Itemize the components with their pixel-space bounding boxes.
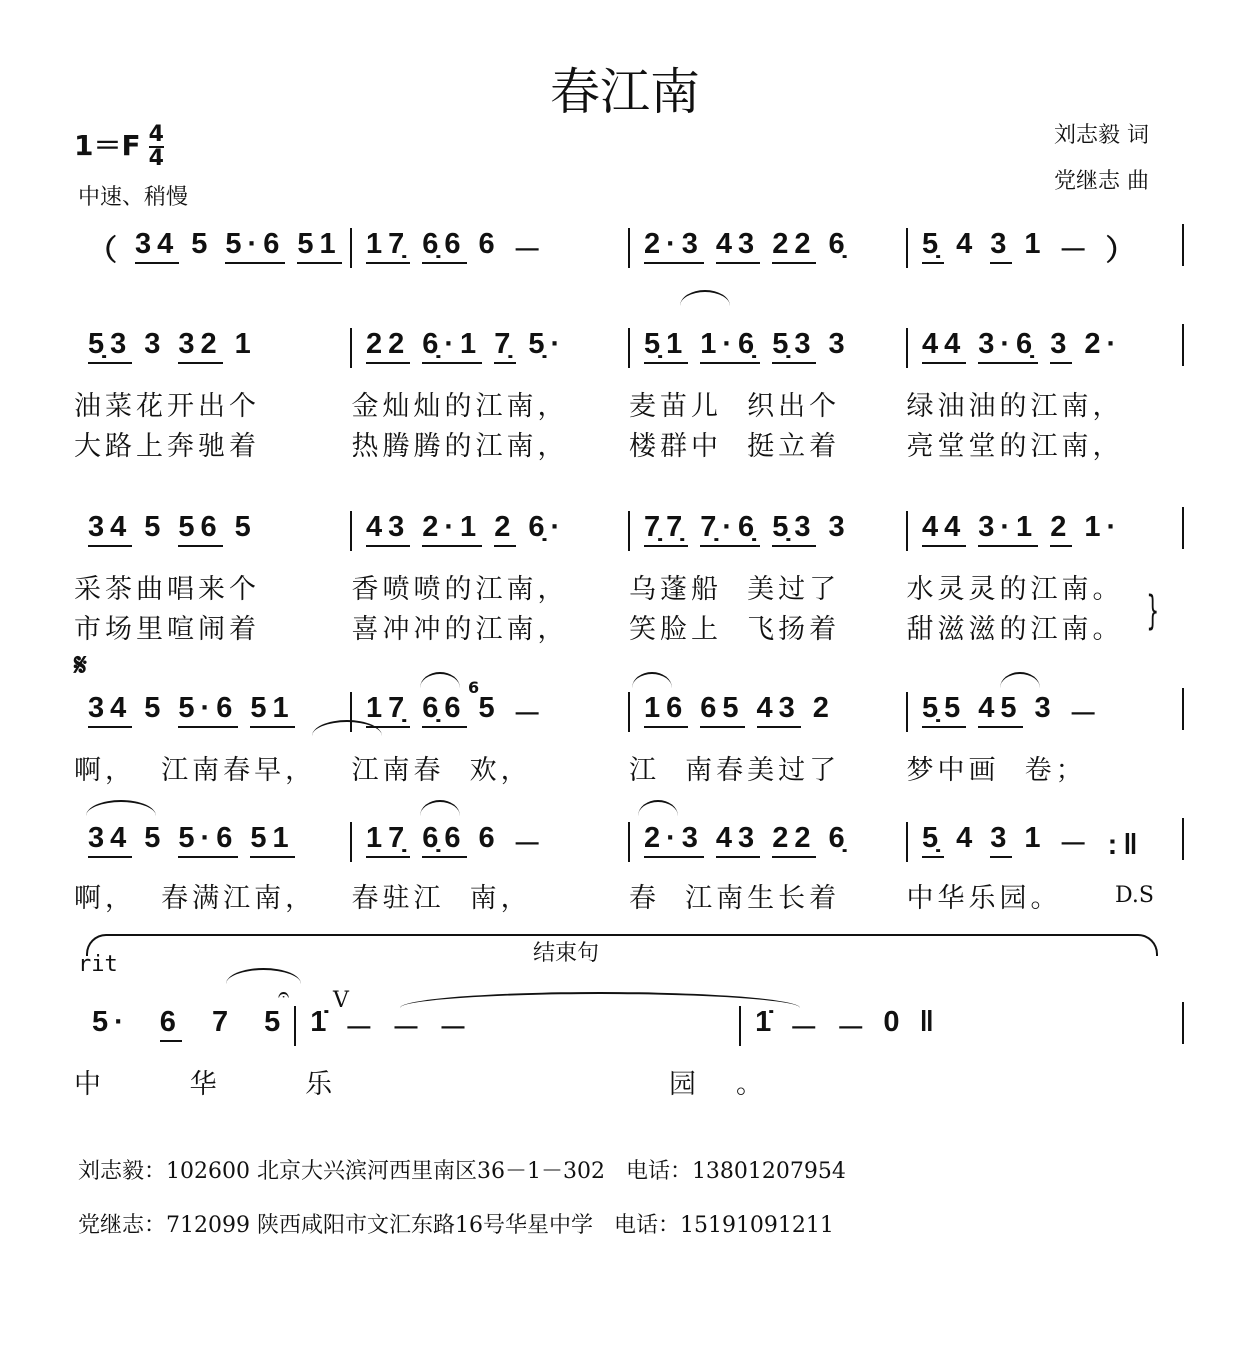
measure (628, 228, 906, 268)
note-group: 5̣1 (644, 328, 688, 364)
music-system (92, 1006, 1184, 1046)
lyric-phrase: 春 江南生长着 (629, 883, 841, 914)
note-group: 3 (144, 328, 167, 360)
music-system (74, 692, 1184, 732)
segno-sign: 𝄋 (74, 648, 87, 683)
measure (906, 328, 1184, 368)
measure (906, 228, 1184, 268)
note-group: 17̣ (366, 822, 410, 858)
lyrics-line (74, 607, 1184, 646)
bar-line (1182, 688, 1184, 730)
bar-line (1182, 1002, 1184, 1044)
measure (78, 1006, 286, 1042)
lyric-phrase: 梦中画 卷； (906, 755, 1087, 786)
lyric-phrase: 江南春 欢， (351, 755, 532, 786)
note-group: 6̣6 (422, 692, 466, 728)
note-group: 5̣ (922, 228, 944, 264)
song-title: 春江南 (550, 63, 700, 121)
note-group: 1 (1024, 822, 1047, 854)
lyric-phrase: 楼群中 挺立着 (629, 431, 841, 462)
measure (628, 692, 906, 732)
note-group: ） (1105, 235, 1141, 267)
note-group: 4 (956, 822, 979, 854)
measure (350, 692, 628, 732)
note-group: 5̣3 (88, 328, 132, 364)
note-group: 17̣ (366, 228, 410, 264)
note-group: 6̣6 (422, 228, 466, 264)
tempo-marking: 中速、稍慢 (78, 185, 189, 210)
note-group: 3·1 (978, 511, 1038, 547)
note-group: － (512, 235, 548, 267)
lyric-phrase: 乌蓬船 美过了 (629, 574, 841, 605)
measure (74, 692, 350, 732)
note-group: 3·6̣ (978, 328, 1038, 364)
note-group: 5̣3 (772, 511, 816, 547)
note-group: 7̣ (494, 328, 516, 364)
music-system (74, 228, 1184, 268)
lyrics-line (74, 567, 1184, 606)
note-group: 4 (956, 228, 979, 260)
measure (294, 1006, 739, 1046)
note-group: 3 (990, 228, 1012, 264)
note-group: 6̣·1 (422, 328, 482, 364)
note-group: － (1058, 235, 1094, 267)
measure (350, 328, 628, 368)
lyric-phrase: 江 南春美过了 (629, 755, 841, 786)
music-system (74, 822, 1184, 862)
note-group: 34 (88, 692, 132, 728)
lyric-phrase: 香喷喷的江南， (351, 574, 569, 605)
note-group: － (391, 1013, 427, 1045)
measure (350, 822, 628, 862)
note-group: 1 (234, 328, 257, 360)
note-group: 44 (922, 328, 966, 364)
lyrics-line (74, 424, 1184, 463)
measure (628, 822, 906, 862)
brace: } (1146, 588, 1160, 634)
bar-line (1182, 324, 1184, 366)
note-group: 16 (644, 692, 688, 728)
lyrics-line (74, 384, 1184, 423)
note-group: 5 (478, 692, 501, 724)
note-group: 1̇ (310, 1006, 333, 1038)
note-group: 6̣ (828, 822, 851, 854)
fermata-icon: 𝄐 (278, 982, 290, 1006)
note-group: 44 (922, 511, 966, 547)
slur-mark (86, 800, 156, 816)
note-group: 3 (828, 328, 851, 360)
note-group: 0 ‖ (883, 1006, 940, 1038)
time-signature (149, 124, 164, 170)
note-group: 7̣7̣ (644, 511, 688, 547)
lyric-phrase: 热腾腾的江南， (351, 431, 569, 462)
note-group: 51 (250, 822, 294, 858)
note-group: 3 (990, 822, 1012, 858)
note-group: 6̣6 (422, 822, 466, 858)
note-group: 6 (478, 228, 501, 260)
note-group: 5 (264, 1006, 287, 1038)
ending-label: 结束句 (533, 941, 600, 966)
time-top: 4 (148, 122, 164, 147)
note-group: 5·6 (178, 692, 238, 728)
bar-line (1182, 507, 1184, 549)
measure (74, 328, 350, 368)
composer: 党继志 曲 (1054, 169, 1149, 194)
lyric-phrase: 笑脸上 飞扬着 (629, 614, 841, 645)
lyric-phrase: 春驻江 南， (351, 883, 532, 914)
note-group: 1 (1024, 228, 1047, 260)
measure (350, 511, 628, 551)
note-group: 22 (366, 328, 410, 364)
lyric-phrase: 金灿灿的江南， (351, 391, 569, 422)
slur-mark (632, 672, 672, 688)
note-group: － (1068, 699, 1104, 731)
note-group: 2·1 (422, 511, 482, 547)
note-group: － (344, 1013, 380, 1045)
measure (74, 511, 350, 551)
note-group: 34 (135, 228, 179, 264)
note-group: 5 (144, 511, 167, 543)
note-group: 43 (716, 228, 760, 264)
note-group: － (438, 1013, 474, 1045)
note-group: 43 (757, 692, 801, 728)
note-group: 5̣5 (922, 692, 966, 728)
note-group: 7 (211, 1006, 235, 1038)
note-group: 5̣· (528, 328, 567, 360)
slur-mark (420, 800, 460, 816)
note-group: 5̣3 (772, 328, 816, 364)
note-group: 1̇ (755, 1006, 778, 1038)
note-group: 5·6 (178, 822, 238, 858)
note-group: 1· (1084, 511, 1123, 543)
note-group: － (512, 829, 548, 861)
lyric-phrase: 中 华 乐 (74, 1069, 373, 1100)
note-group: 6̣ (828, 228, 851, 260)
measure (628, 328, 906, 368)
note-group: 3 (1050, 328, 1072, 364)
rit-marking: rit (78, 952, 118, 977)
lyric-phrase: 绿油油的江南， (906, 391, 1124, 422)
dal-segno: D.S (1115, 883, 1154, 908)
lyric-phrase: 喜冲冲的江南， (351, 614, 569, 645)
note-group: 5 (144, 822, 167, 854)
lyrics-line (74, 876, 1184, 915)
slur-mark (226, 968, 301, 984)
note-group: （ (88, 235, 124, 267)
music-system (74, 328, 1184, 368)
measure (74, 228, 350, 268)
lyric-phrase: 油菜花开出个 (74, 391, 260, 422)
note-group: 34 (88, 511, 132, 547)
note-group: 34 (88, 822, 132, 858)
slur-mark (1000, 672, 1040, 688)
measure (906, 822, 1184, 862)
note-group: 3 (828, 511, 851, 543)
note-group: 3 (1034, 692, 1057, 724)
lyrics-line (74, 748, 1184, 787)
note-group: － (512, 699, 548, 731)
lyric-phrase: 亮堂堂的江南， (906, 431, 1124, 462)
note-group: 43 (716, 822, 760, 858)
note-group: － :‖ (1058, 829, 1144, 861)
grace-note: 6 (468, 678, 480, 697)
measure (628, 511, 906, 551)
breath-mark: V (333, 988, 349, 1013)
lyrics-line (74, 1062, 1184, 1101)
lyric-phrase: 市场里喧闹着 (74, 614, 260, 645)
lyric-phrase: 水灵灵的江南。 (906, 574, 1124, 605)
measure (739, 1006, 1184, 1046)
footer-lyricist-contact: 刘志毅：102600 北京大兴滨河西里南区36－1－302 电话：13801207954 (78, 1159, 846, 1184)
note-group: 2·3 (644, 822, 704, 858)
lyric-phrase: 中华乐园。 (906, 883, 1062, 914)
note-group: 5· (92, 1006, 130, 1038)
measure (350, 228, 628, 268)
note-group: 2 (812, 692, 835, 724)
lyric-phrase: 园。 (669, 1069, 803, 1100)
lyric-phrase: 采茶曲唱来个 (74, 574, 260, 605)
slur-mark (638, 800, 678, 816)
note-group: 22 (772, 228, 816, 264)
music-system (74, 511, 1184, 551)
measure (906, 692, 1184, 732)
lyric-phrase: 麦苗儿 织出个 (629, 391, 841, 422)
note-group: 2 (1050, 511, 1072, 547)
note-group: 6 (478, 822, 501, 854)
note-group: 2 (494, 511, 516, 547)
key-label: 1＝F (74, 129, 141, 162)
note-group: 5 (234, 511, 257, 543)
measure (906, 511, 1184, 551)
note-group: － (836, 1013, 872, 1045)
note-group: 7̣·6̣ (700, 511, 760, 547)
bar-line (1182, 224, 1184, 266)
note-group: － (789, 1013, 825, 1045)
note-group: 2· (1084, 328, 1123, 360)
slur-mark (400, 992, 800, 1008)
slur-mark (420, 672, 460, 688)
lyricist: 刘志毅 词 (1054, 123, 1149, 148)
note-group: 56 (178, 511, 222, 547)
note-group: 22 (772, 822, 816, 858)
measure (74, 822, 350, 862)
bar-line (1182, 818, 1184, 860)
note-group: 5 (144, 692, 167, 724)
note-group: 51 (250, 692, 294, 728)
note-group: 6 (160, 1006, 182, 1042)
note-group: 45 (978, 692, 1022, 728)
time-bottom: 4 (148, 146, 164, 171)
key-signature (74, 124, 164, 170)
note-group: 17̣ (366, 692, 410, 728)
note-group: 6̣· (528, 511, 567, 543)
note-group: 5̣ (922, 822, 944, 858)
note-group: 51 (297, 228, 341, 264)
note-group: 1·6̣ (700, 328, 760, 364)
note-group: 5·6 (225, 228, 285, 264)
slur-mark (680, 290, 730, 306)
lyric-phrase: 大路上奔驰着 (74, 431, 260, 462)
lyric-phrase: 啊， 江南春早， (74, 755, 317, 786)
note-group: 43 (366, 511, 410, 547)
lyric-phrase: 甜滋滋的江南。 (906, 614, 1124, 645)
note-group: 2·3 (644, 228, 704, 264)
note-group: 32 (178, 328, 222, 364)
lyric-phrase: 啊， 春满江南， (74, 883, 317, 914)
note-group: 65 (700, 692, 744, 728)
ending-bracket (86, 934, 1158, 956)
footer-composer-contact: 党继志：712099 陕西咸阳市文汇东路16号华星中学 电话：15191091211 (78, 1213, 834, 1238)
note-group: 5 (191, 228, 214, 260)
